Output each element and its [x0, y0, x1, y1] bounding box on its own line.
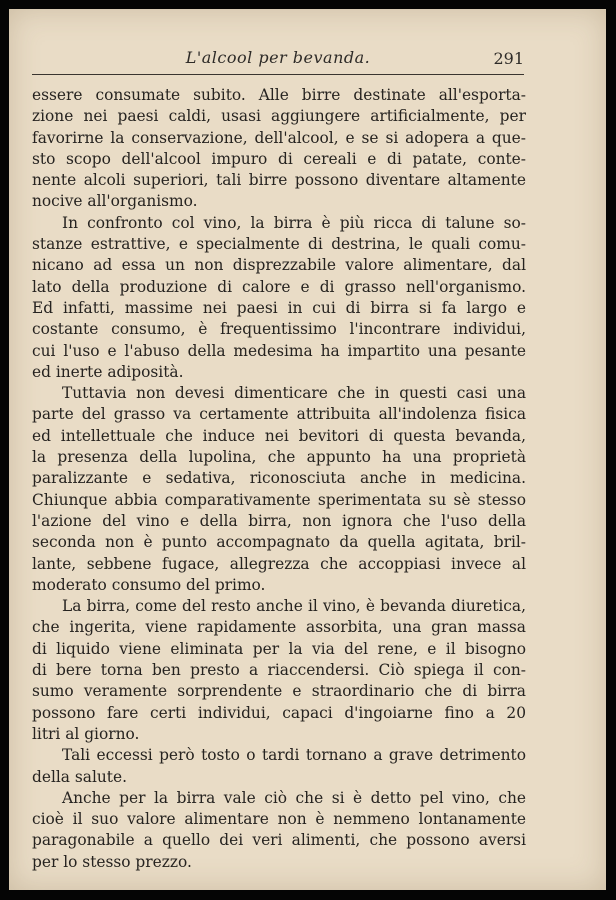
text-line: ed inerte adiposità.	[32, 362, 184, 381]
text-line: sumo veramente sorprendente e straordinario che di birra	[32, 682, 526, 701]
text-line: Tali eccessi però tosto o tardi tornano a grave detrimento	[62, 746, 526, 765]
text-line: cui l'uso e l'abuso della medesima ha impartito una pesante	[32, 341, 526, 360]
text-line: sto scopo dell'alcool impuro di cereali e di patate, conte-	[32, 149, 526, 168]
text-line: ed intellettuale che induce nei bevitori di questa bevanda,	[32, 426, 526, 445]
paragraph	[32, 596, 526, 745]
text-line: l'azione del vino e della birra, non ignora che l'uso della	[32, 511, 526, 530]
text-line: stanze estrattive, e specialmente di destrina, le quali comu-	[32, 235, 526, 254]
text-line: la presenza della lupolina, che appunto ha una proprietà	[32, 448, 526, 467]
text-line: paragonabile a quello dei veri alimenti, che possono aversi	[32, 831, 526, 850]
text-line: possono fare certi individui, capaci d'ingoiarne fino a 20	[32, 703, 526, 722]
page-number: 291	[493, 49, 524, 68]
text-line: Anche per la birra vale ciò che si è detto pel vino, che	[62, 788, 526, 807]
text-line: parte del grasso va certamente attribuita all'indolenza fisica	[32, 405, 526, 424]
running-title: L'alcool per bevanda.	[185, 48, 371, 67]
text-line: paralizzante e sedativa, riconosciuta anche in medicina.	[32, 469, 526, 488]
text-line: che ingerita, viene rapidamente assorbita, una gran massa	[32, 618, 526, 637]
text-line: Ed infatti, massime nei paesi in cui di birra si fa largo e	[32, 298, 526, 317]
text-line: Chiunque abbia comparativamente sperimentata su sè stesso	[32, 490, 526, 509]
book-page	[9, 9, 606, 890]
text-line: nocive all'organismo.	[32, 192, 198, 211]
page-header	[32, 44, 524, 75]
text-line: La birra, come del resto anche il vino, è bevanda diuretica,	[62, 597, 526, 616]
text-line: Tuttavia non devesi dimenticare che in questi casi una	[62, 384, 526, 403]
paragraph	[32, 383, 526, 596]
text-line: litri al giorno.	[32, 724, 140, 743]
text-line: In confronto col vino, la birra è più ricca di talune so-	[62, 213, 526, 232]
text-line: per lo stesso prezzo.	[32, 852, 192, 871]
text-line: zione nei paesi caldi, usasi aggiungere artificialmente, per	[32, 107, 526, 126]
text-line: lato della produzione di calore e di grasso nell'organismo.	[32, 277, 526, 296]
text-line: nicano ad essa un non disprezzabile valore alimentare, dal	[32, 256, 526, 275]
text-line: seconda non è punto accompagnato da quella agitata, bril-	[32, 533, 526, 552]
text-line: costante consumo, è frequentissimo l'incontrare individui,	[32, 320, 526, 339]
text-line: moderato consumo del primo.	[32, 575, 266, 594]
text-line: nente alcoli superiori, tali birre possono diventare altamente	[32, 171, 526, 190]
paragraph	[32, 788, 526, 873]
text-line: di bere torna ben presto a riaccendersi. Ciò spiega il con-	[32, 661, 526, 680]
text-line: essere consumate subito. Alle birre destinate all'esporta-	[32, 86, 526, 104]
body-text	[32, 85, 526, 873]
text-line: della salute.	[32, 767, 127, 786]
paragraph	[32, 85, 526, 213]
text-line: favorirne la conservazione, dell'alcool, e se si adopera a que-	[32, 128, 526, 147]
text-line: cioè il suo valore alimentare non è nemmeno lontanamente	[32, 810, 526, 829]
paragraph	[32, 745, 526, 788]
text-line: di liquido viene eliminata per la via del rene, e il bisogno	[32, 639, 526, 658]
text-line: lante, sebbene fugace, allegrezza che accoppiasi invece al	[32, 554, 526, 573]
paragraph	[32, 213, 526, 383]
